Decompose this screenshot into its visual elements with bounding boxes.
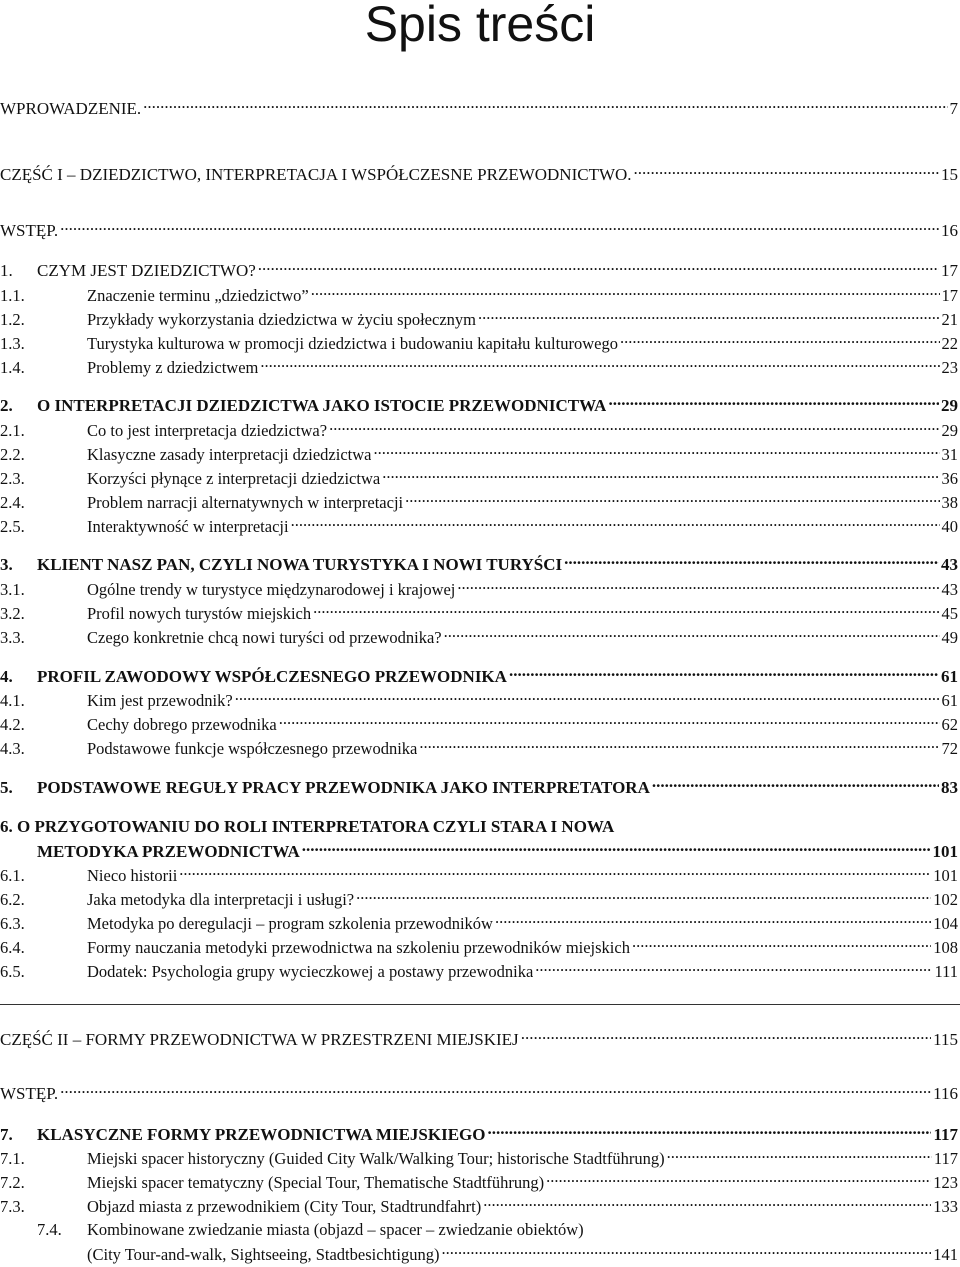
- toc-entry-label: Nieco historii: [87, 865, 178, 885]
- toc-entry-number: 4.2.: [0, 714, 25, 734]
- dot-leader: [444, 626, 940, 643]
- toc-entry[interactable]: [0, 840, 958, 863]
- dot-leader: [546, 1171, 931, 1188]
- toc-entry-label: (City Tour-and-walk, Sightseeing, Stadtbesichtigung): [87, 1244, 440, 1264]
- toc-entry-page: 43: [941, 579, 958, 599]
- toc-entry-label: Przykłady wykorzystania dziedzictwa w życiu społecznym: [87, 309, 476, 329]
- dot-leader: [382, 467, 939, 484]
- toc-entry[interactable]: [0, 1147, 958, 1170]
- toc-entry[interactable]: [0, 259, 958, 282]
- toc-entry-page: 49: [941, 627, 958, 647]
- dot-leader: [521, 1028, 931, 1045]
- dot-leader: [302, 840, 931, 857]
- toc-entry-page: 62: [941, 714, 958, 734]
- dot-leader: [329, 419, 939, 436]
- toc-entry-page: 36: [941, 468, 958, 488]
- dot-leader: [488, 1123, 932, 1140]
- toc-entry-number: 2.2.: [0, 444, 25, 464]
- toc-entry-label: WSTĘP.: [0, 1084, 59, 1103]
- toc-entry-page: 17: [941, 261, 958, 280]
- toc-entry-first-line: 6. O PRZYGOTOWANIU DO ROLI INTERPRETATORA CZYLI STARA I NOWA: [0, 817, 615, 836]
- toc-entry-label: Turystyka kulturowa w promocji dziedzictwa i budowaniu kapitału kulturowego: [87, 333, 618, 353]
- dot-leader: [143, 97, 947, 114]
- toc-entry-number: 2.4.: [0, 492, 25, 512]
- toc-entry-number: 2.: [0, 396, 13, 415]
- toc-entry[interactable]: [0, 394, 958, 417]
- toc-entry-page: 23: [941, 357, 958, 377]
- dot-leader: [564, 553, 939, 570]
- toc-entry-page: 101: [932, 842, 958, 861]
- dot-leader: [478, 308, 940, 325]
- toc-entry[interactable]: [0, 864, 958, 887]
- dot-leader: [60, 219, 939, 236]
- toc-entry[interactable]: [0, 219, 958, 242]
- dot-leader: [483, 1195, 931, 1212]
- dot-leader: [509, 665, 939, 682]
- dot-leader: [620, 332, 940, 349]
- dot-leader: [608, 394, 939, 411]
- toc-entry[interactable]: [0, 553, 958, 576]
- toc-entry-number: 2.3.: [0, 468, 25, 488]
- toc-entry-page: 108: [933, 937, 958, 957]
- toc-entry-label: Interaktywność w interpretacji: [87, 516, 289, 536]
- toc-entry-page: 117: [933, 1125, 958, 1144]
- toc-entry-page: 21: [941, 309, 958, 329]
- toc-entry-number: 7.2.: [0, 1172, 25, 1192]
- toc-entry[interactable]: [0, 491, 958, 514]
- toc-entry[interactable]: [0, 776, 958, 799]
- toc-entry-number: 6.1.: [0, 865, 25, 885]
- toc-entry-label: Miejski spacer tematyczny (Special Tour, Thematische Stadtführung): [87, 1172, 545, 1192]
- toc-entry-page: 117: [933, 1148, 958, 1168]
- toc-entry-page: 104: [933, 913, 958, 933]
- toc-entry-number: 1.3.: [0, 333, 25, 353]
- toc-entry[interactable]: [0, 713, 958, 736]
- toc-entry-label: Znaczenie terminu „dziedzictwo”: [87, 285, 309, 305]
- dot-leader: [260, 356, 939, 373]
- toc-entry[interactable]: [0, 912, 958, 935]
- toc-entry-label: KLASYCZNE FORMY PRZEWODNICTWA MIEJSKIEGO: [37, 1125, 486, 1144]
- toc-entry-number: 6.2.: [0, 889, 25, 909]
- toc-entry[interactable]: [0, 97, 958, 120]
- toc-entry-number: 1.2.: [0, 309, 25, 329]
- section-divider: [0, 1004, 960, 1005]
- toc-entry-number: 4.3.: [0, 738, 25, 758]
- dot-leader: [419, 737, 939, 754]
- toc-entry-label: CZYM JEST DZIEDZICTWO?: [37, 261, 256, 280]
- toc-entry-page: 22: [941, 333, 958, 353]
- toc-entry-label: KLIENT NASZ PAN, CZYLI NOWA TURYSTYKA I NOWI TURYŚCI: [37, 555, 563, 574]
- toc-entry-number: 7.3.: [0, 1196, 25, 1216]
- dot-leader: [441, 1243, 931, 1260]
- toc-entry-number: 1.1.: [0, 285, 25, 305]
- toc-entry[interactable]: [0, 936, 958, 959]
- toc-entry-number: 2.5.: [0, 516, 25, 536]
- toc-entry[interactable]: [0, 163, 958, 186]
- toc-entry[interactable]: [0, 578, 958, 601]
- toc-entry-label: Czego konkretnie chcą nowi turyści od przewodnika?: [87, 627, 442, 647]
- dot-leader: [311, 284, 940, 301]
- toc-entry-number: 4.: [0, 667, 13, 686]
- toc-entry-page: 7: [949, 99, 958, 118]
- toc-entry-number: 6.3.: [0, 913, 25, 933]
- toc-entry[interactable]: [0, 1195, 958, 1218]
- toc-entry-number: 7.4.: [37, 1220, 62, 1239]
- toc-entry[interactable]: [0, 1243, 958, 1266]
- toc-entry-page: 141: [933, 1244, 958, 1264]
- dot-leader: [235, 689, 940, 706]
- toc-entry[interactable]: [0, 1171, 958, 1194]
- dot-leader: [535, 960, 932, 977]
- toc-entry-label: WSTĘP.: [0, 221, 59, 240]
- toc-entry[interactable]: [0, 1082, 958, 1105]
- toc-entry-label: Klasyczne zasady interpretacji dziedzictwa: [87, 444, 372, 464]
- toc-entry-page: 15: [941, 165, 958, 184]
- toc-entry[interactable]: [0, 888, 958, 911]
- dot-leader: [634, 163, 939, 180]
- toc-entry[interactable]: [0, 1028, 958, 1051]
- toc-entry-page: 31: [941, 444, 958, 464]
- toc-entry-label: PROFIL ZAWODOWY WSPÓŁCZESNEGO PRZEWODNIKA: [37, 667, 507, 686]
- toc-entry-label: CZĘŚĆ II – FORMY PRZEWODNICTWA W PRZESTRZENI MIEJSKIEJ: [0, 1030, 519, 1049]
- toc-entry[interactable]: [0, 960, 958, 983]
- toc-entry-page: 83: [941, 778, 958, 797]
- toc-entry[interactable]: [0, 332, 958, 355]
- dot-leader: [291, 515, 940, 532]
- toc-entry-label: Metodyka po deregulacji – program szkolenia przewodników: [87, 913, 493, 933]
- toc-entry[interactable]: [0, 689, 958, 712]
- toc-entry-label: Formy nauczania metodyki przewodnictwa na szkoleniu przewodników miejskich: [87, 937, 630, 957]
- toc-entry-page: 38: [941, 492, 958, 512]
- dot-leader: [258, 259, 939, 276]
- toc-entry[interactable]: [0, 467, 958, 490]
- toc-entry-label: CZĘŚĆ I – DZIEDZICTWO, INTERPRETACJA I WSPÓŁCZESNE PRZEWODNICTWO.: [0, 165, 632, 184]
- dot-leader: [279, 713, 940, 730]
- toc-entry-page: 123: [933, 1172, 958, 1192]
- toc-entry-number: 7.1.: [0, 1148, 25, 1168]
- dot-leader: [373, 443, 939, 460]
- toc-entry-label: Cechy dobrego przewodnika: [87, 714, 277, 734]
- toc-entry[interactable]: [0, 308, 958, 331]
- toc-entry[interactable]: [0, 737, 958, 760]
- toc-entry[interactable]: [0, 665, 958, 688]
- toc-entry-number: 1.: [0, 261, 13, 280]
- toc-entry-page: 43: [941, 555, 958, 574]
- toc-entry-number: 5.: [0, 778, 13, 797]
- toc-entry-number: 7.: [0, 1125, 13, 1144]
- toc-entry[interactable]: [0, 1123, 958, 1146]
- toc-entry-label: Problemy z dziedzictwem: [87, 357, 259, 377]
- toc-entry-label: Objazd miasta z przewodnikiem (City Tour, Stadtrundfahrt): [87, 1196, 482, 1216]
- toc-entry-number: 6.5.: [0, 961, 25, 981]
- dot-leader: [60, 1082, 931, 1099]
- toc-entry-page: 17: [941, 285, 958, 305]
- toc-entry-label: WPROWADZENIE.: [0, 99, 142, 118]
- dot-leader: [405, 491, 939, 508]
- dot-leader: [457, 578, 939, 595]
- dot-leader: [495, 912, 931, 929]
- toc-entry[interactable]: [0, 419, 958, 442]
- toc-entry-page: 72: [941, 738, 958, 758]
- toc-entry-label: PODSTAWOWE REGUŁY PRACY PRZEWODNIKA JAKO INTERPRETATORA: [37, 778, 650, 797]
- toc-entry[interactable]: [0, 602, 958, 625]
- toc-entry-page: 29: [941, 420, 958, 440]
- dot-leader: [632, 936, 931, 953]
- toc-entry[interactable]: [0, 515, 958, 538]
- toc-entry-label: Dodatek: Psychologia grupy wycieczkowej a postawy przewodnika: [87, 961, 534, 981]
- dot-leader: [179, 864, 931, 881]
- toc-entry-number: 3.: [0, 555, 13, 574]
- dot-leader: [652, 776, 939, 793]
- toc-entry-page: 116: [933, 1084, 958, 1103]
- toc-entry[interactable]: [0, 284, 958, 307]
- toc-entry[interactable]: [0, 356, 958, 379]
- toc-entry-label: Korzyści płynące z interpretacji dziedzictwa: [87, 468, 381, 488]
- toc-entry-label: METODYKA PRZEWODNICTWA: [37, 842, 300, 861]
- toc-entry-page: 101: [933, 865, 958, 885]
- toc-entry[interactable]: [0, 443, 958, 466]
- toc-entry-label: Jaka metodyka dla interpretacji i usługi?: [87, 889, 355, 909]
- toc-entry-label: Kim jest przewodnik?: [87, 690, 233, 710]
- toc-entry-label: Co to jest interpretacja dziedzictwa?: [87, 420, 328, 440]
- toc-entry-page: 133: [933, 1196, 958, 1216]
- toc-entry-page: 61: [941, 667, 958, 686]
- toc-entry-page: 40: [941, 516, 958, 536]
- dot-leader: [313, 602, 939, 619]
- toc-entry-label: Profil nowych turystów miejskich: [87, 603, 312, 623]
- toc-entry-number: 3.2.: [0, 603, 25, 623]
- toc-entry-label: Ogólne trendy w turystyce międzynarodowej i krajowej: [87, 579, 456, 599]
- toc-entry-number: 6.4.: [0, 937, 25, 957]
- toc-entry-label: Podstawowe funkcje współczesnego przewodnika: [87, 738, 418, 758]
- toc-entry-page: 115: [933, 1030, 958, 1049]
- dot-leader: [667, 1147, 932, 1164]
- toc-entry-number: 3.3.: [0, 627, 25, 647]
- toc-entry-page: 29: [941, 396, 958, 415]
- toc-entry-number: 1.4.: [0, 357, 25, 377]
- toc-entry-page: 61: [941, 690, 958, 710]
- toc-entry-first-line: Kombinowane zwiedzanie miasta (objazd – spacer – zwiedzanie obiektów): [87, 1220, 584, 1239]
- toc-entry-label: Problem narracji alternatywnych w interpretacji: [87, 492, 404, 512]
- toc-entry-page: 45: [941, 603, 958, 623]
- toc-entry[interactable]: [0, 626, 958, 649]
- toc-entry-page: 102: [933, 889, 958, 909]
- toc-entry-number: 4.1.: [0, 690, 25, 710]
- toc-entry-label: Miejski spacer historyczny (Guided City Walk/Walking Tour; historische Stadtführung): [87, 1148, 665, 1168]
- toc-entry-number: 2.1.: [0, 420, 25, 440]
- toc-entry-number: 3.1.: [0, 579, 25, 599]
- toc-entry-page: 111: [934, 961, 958, 981]
- dot-leader: [356, 888, 931, 905]
- page-title: Spis treści: [364, 0, 596, 52]
- toc-entry-page: 16: [941, 221, 958, 240]
- toc-entry-label: O INTERPRETACJI DZIEDZICTWA JAKO ISTOCIE PRZEWODNICTWA: [37, 396, 607, 415]
